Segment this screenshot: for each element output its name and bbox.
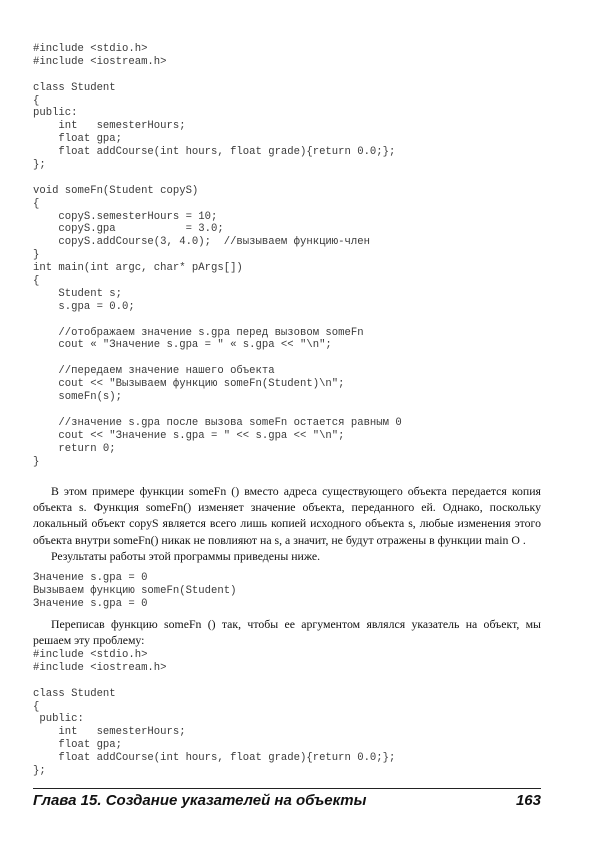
code-line: int semesterHours;: [33, 726, 186, 739]
code-line: s.gpa = 0.0;: [33, 300, 135, 313]
code-line: float gpa;: [33, 133, 123, 146]
footer-divider: [33, 788, 541, 789]
code-line: Student s;: [33, 287, 123, 300]
code-line: void someFn(Student copyS): [33, 184, 199, 197]
code-line: cout << "Значение s.gpa = " << s.gpa << "\n";: [33, 429, 345, 442]
code-line: copyS.addCourse(3, 4.0); //вызываем функцию-член: [33, 236, 370, 249]
code-line: {: [33, 197, 40, 210]
page-number: 163: [515, 792, 541, 809]
code-line: }: [33, 455, 40, 468]
code-line: [33, 675, 553, 688]
code-line: copyS.semesterHours = 10;: [33, 210, 218, 223]
code-line: Значение s.gpa = 0: [33, 597, 148, 610]
paragraph-rewrite: [33, 616, 541, 648]
code-line: float gpa;: [33, 739, 123, 752]
code-listing-1: [33, 43, 553, 468]
code-line: copyS.gpa = 3.0;: [33, 223, 224, 236]
code-line: [33, 69, 553, 82]
code-line: cout << "Вызываем функцию someFn(Student)\n";: [33, 378, 345, 391]
code-line: #include <stdio.h>: [33, 43, 148, 55]
code-line: public:: [33, 107, 78, 120]
code-line: [33, 314, 553, 327]
chapter-title: Глава 15. Создание указателей на объекты: [33, 792, 367, 809]
code-line: return 0;: [33, 442, 116, 455]
program-output: [33, 572, 553, 611]
code-line: //отображаем значение s.gpa перед вызовом someFn: [33, 326, 364, 339]
code-line: #include <stdio.h>: [33, 649, 148, 661]
code-line: int semesterHours;: [33, 120, 186, 133]
code-listing-2: [33, 649, 553, 778]
code-line: #include <iostream.h>: [33, 661, 167, 674]
code-line: };: [33, 159, 46, 172]
code-line: [33, 352, 553, 365]
paragraph-results-intro: Результаты работы этой программы приведены ниже.: [51, 548, 321, 563]
code-line: };: [33, 765, 46, 778]
paragraph-rewrite-text: Переписав функцию someFn () так, чтобы ее аргументом являлся указатель на объект, мы решаем эту проблему:: [33, 617, 541, 648]
code-line: {: [33, 94, 40, 107]
paragraph-explanation: [33, 483, 541, 564]
paragraph-text: В этом примере функции someFn () вместо адреса существующего объекта передается копия объекта s. Функция someFn() изменяет значение объекта, переданного ей. Однако, поскольку локальный объект copyS является всего лишь копией исходного объекта s, любые изменения этого объекта внутри someFn() никак не повлияют на s, а значит, не будут отражены в функции main О .: [33, 484, 541, 547]
code-line: #include <iostream.h>: [33, 55, 167, 68]
code-line: //значение s.gpa после вызова someFn остается равным 0: [33, 416, 402, 429]
code-line: float addCourse(int hours, float grade){return 0.0;};: [33, 752, 396, 765]
code-line: class Student: [33, 687, 116, 700]
code-line: cout « "Значение s.gpa = " « s.gpa << "\n";: [33, 339, 332, 352]
code-line: class Student: [33, 81, 116, 94]
code-line: Значение s.gpa = 0: [33, 572, 148, 584]
code-line: Вызываем функцию someFn(Student): [33, 584, 237, 597]
code-line: }: [33, 249, 40, 262]
code-line: float addCourse(int hours, float grade){return 0.0;};: [33, 146, 396, 159]
code-line: public:: [33, 713, 84, 726]
code-line: someFn(s);: [33, 391, 123, 404]
code-line: {: [33, 275, 40, 288]
code-line: [33, 404, 553, 417]
code-line: //передаем значение нашего объекта: [33, 365, 275, 378]
code-line: {: [33, 700, 40, 713]
code-line: int main(int argc, char* pArgs[]): [33, 262, 243, 275]
code-line: [33, 172, 553, 185]
